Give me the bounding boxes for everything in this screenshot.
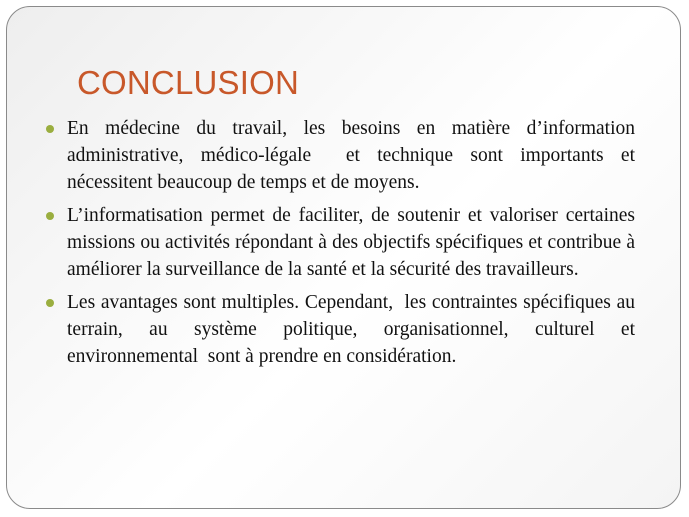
bullet-dot-icon [46,299,54,307]
bullet-text: En médecine du travail, les besoins en matière d’information administrative, médico-légale et technique sont importants et nécessitent beaucoup de temps et de moyens. [67,118,640,193]
slide-title: CONCLUSION [77,64,300,101]
bullet-dot-icon [46,212,54,220]
bullet-text: Les avantages sont multiples. Cependant, les contraintes spécifiques au terrain, au système politique, organisationnel, culturel et environnemental sont à prendre en considération. [67,292,640,367]
bullet-list [45,115,640,376]
bullet-item [45,115,640,196]
bullet-text: L’informatisation permet de faciliter, de soutenir et valoriser certaines missions ou activités répondant à des objectifs spécifiques et contribue à améliorer la surveillance de la santé et la sécurité des travailleurs. [67,205,640,280]
bullet-item [45,202,640,283]
bullet-item [45,289,640,370]
bullet-dot-icon [46,125,54,133]
slide-frame [6,6,681,509]
